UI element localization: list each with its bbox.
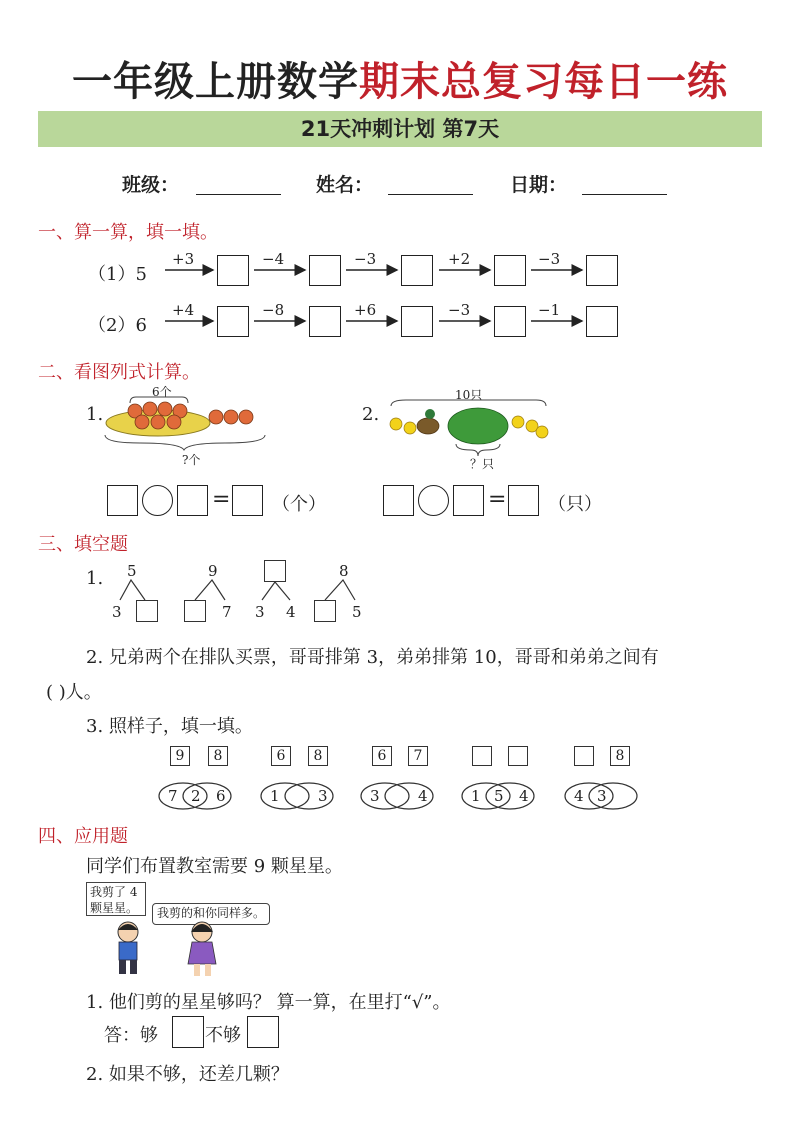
venn5-mid: 3 <box>597 787 607 805</box>
section2-heading: 二、看图列式计算。 <box>38 362 200 383</box>
q3-text: 3. 照样子，填一填。 <box>86 716 253 737</box>
tree4-right: 5 <box>352 603 362 621</box>
p2-unit: （只） <box>548 494 602 515</box>
tree2-right: 7 <box>222 603 232 621</box>
venn1-box-b[interactable]: 8 <box>208 746 228 766</box>
venn5-left: 4 <box>574 787 584 805</box>
tree3-left: 3 <box>255 603 265 621</box>
venn2-box-a[interactable]: 6 <box>271 746 291 766</box>
problem1-number: 1. <box>86 404 104 425</box>
p2-bottom-label: ？只 <box>470 457 495 471</box>
not-enough-checkbox[interactable] <box>247 1016 279 1048</box>
q2-text-cont: ( )人。 <box>46 682 102 703</box>
row1-op-4: +2 <box>448 250 471 268</box>
venn2-right: 3 <box>318 787 328 805</box>
q1-number: 1. <box>86 568 104 589</box>
row1-op-3: −3 <box>354 250 377 268</box>
venn3-box-b[interactable]: 7 <box>408 746 428 766</box>
venn5-box-b[interactable]: 8 <box>610 746 630 766</box>
section4-heading: 四、应用题 <box>38 826 128 847</box>
p2-top-label: 10只 <box>455 388 483 402</box>
tree1-left: 3 <box>112 603 122 621</box>
class-label: 班级： <box>122 174 180 196</box>
row1-op-2: −4 <box>262 250 285 268</box>
row1-op-5: −3 <box>538 250 561 268</box>
row2-op-3: +6 <box>354 301 377 319</box>
speech-bubble-girl: 我剪的和你同样多。 <box>152 903 270 925</box>
venn1-box-a[interactable]: 9 <box>170 746 190 766</box>
row2-op-2: −8 <box>262 301 285 319</box>
tree2-top: 9 <box>208 562 218 580</box>
children-illustration <box>110 920 220 980</box>
venn3-right: 4 <box>418 787 428 805</box>
venn4-right: 4 <box>519 787 529 805</box>
problem2-number: 2. <box>362 404 380 425</box>
row1-label: （1）5 <box>88 264 147 285</box>
tree4-top: 8 <box>339 562 349 580</box>
row2-label: （2）6 <box>88 315 147 336</box>
enough-checkbox[interactable] <box>172 1016 204 1048</box>
boy <box>118 922 138 974</box>
not-enough-label: 不够 <box>205 1025 241 1046</box>
q2-text: 2. 兄弟两个在排队买票，哥哥排第 3，弟弟排第 10，哥哥和弟弟之间有 <box>86 647 659 668</box>
section1-heading: 一、算一算，填一填。 <box>38 222 218 243</box>
p1-top-label: 6个 <box>152 385 172 399</box>
plan-banner-text: 21天冲刺计划 第7天 <box>300 117 500 141</box>
equals-sign: = <box>488 487 507 512</box>
tree3-right: 4 <box>286 603 296 621</box>
venn1-left: 7 <box>168 787 178 805</box>
row2-op-4: −3 <box>448 301 471 319</box>
problem-intro: 同学们布置教室需要 9 颗星星。 <box>86 856 343 877</box>
section3-heading: 三、填空题 <box>38 534 128 555</box>
venn2-left: 1 <box>270 787 280 805</box>
row2-op-5: −1 <box>538 301 561 319</box>
name-label: 姓名： <box>316 174 374 196</box>
q2-followup: 2. 如果不够，还差几颗？ <box>86 1064 289 1085</box>
title-part-black: 一年级上册数学 <box>72 59 359 105</box>
venn3-left: 3 <box>370 787 380 805</box>
title-part-red: 期末总复习每日一练 <box>359 59 728 105</box>
p1-bottom-label: ?个 <box>182 453 201 467</box>
venn1-mid: 2 <box>191 787 201 805</box>
venn1-right: 6 <box>216 787 226 805</box>
answer-label: 答：够 <box>104 1025 158 1046</box>
venn2-box-b[interactable]: 8 <box>308 746 328 766</box>
row1-op-1: +3 <box>172 250 195 268</box>
speech-bubble-boy: 我剪了 4 颗星星。 <box>86 882 146 916</box>
tree1-top: 5 <box>127 562 137 580</box>
equals-sign: = <box>212 487 231 512</box>
p1-unit: （个） <box>272 494 326 515</box>
venn4-mid: 5 <box>494 787 504 805</box>
date-label: 日期： <box>510 174 568 196</box>
q1-text: 1. 他们剪的星星够吗？ 算一算，在里打“√”。 <box>86 992 451 1013</box>
row2-op-1: +4 <box>172 301 195 319</box>
venn4-left: 1 <box>471 787 481 805</box>
girl <box>188 922 216 976</box>
venn3-box-a[interactable]: 6 <box>372 746 392 766</box>
